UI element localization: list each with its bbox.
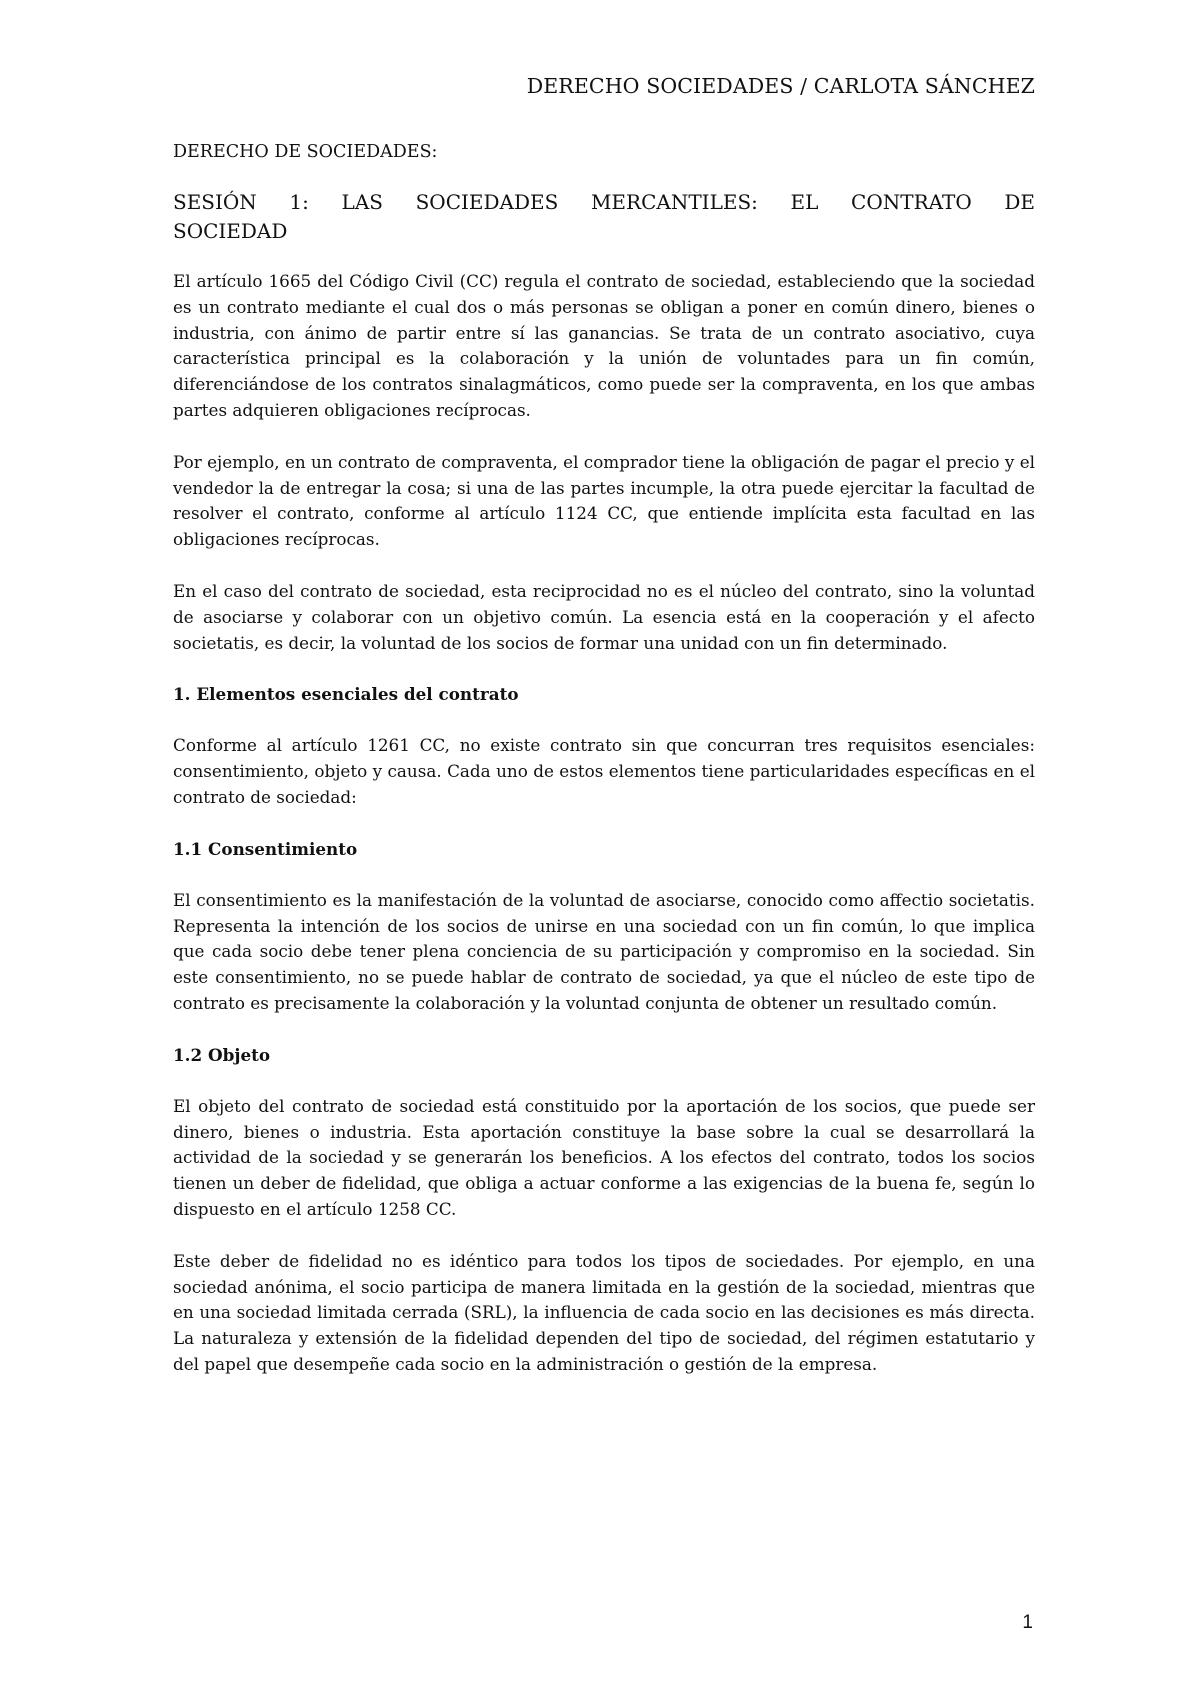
intro-paragraph-3: En el caso del contrato de sociedad, esta reciprocidad no es el núcleo del contrato, sino la voluntad de asociarse y colaborar con un objetivo común. La esencia está en la cooperación y el afecto societatis, es decir, la voluntad de los socios de formar una unidad con un fin determinado. xyxy=(173,580,1035,653)
intro-paragraph-1: El artículo 1665 del Código Civil (CC) regula el contrato de sociedad, estableciendo que la sociedad es un contrato mediante el cual dos o más personas se obligan a poner en común dinero, bienes o industria, con ánimo de partir entre sí las ganancias. Se trata de un contrato asociativo, cuya característica principal es la colaboración y la unión de voluntades para un fin común, diferenciándose de los contratos sinalagmáticos, como puede ser la compraventa, en los que ambas partes adquieren obligaciones recíprocas. xyxy=(173,271,1035,420)
intro-paragraph-2: Por ejemplo, en un contrato de compraventa, el comprador tiene la obligación de pagar el precio y el vendedor la de entregar la cosa; si una de las partes incumple, la otra puede ejercitar la facultad de resolver el contrato, conforme al artículo 1124 CC, que entiende implícita esta facultad en las obligaciones recíprocas. xyxy=(173,451,1035,550)
section-paragraph-elementos: Conforme al artículo 1261 CC, no existe contrato sin que concurran tres requisitos esenciales: consentimiento, objeto y causa. Cada uno de estos elementos tiene particularidades específicas en el contrato de sociedad: xyxy=(173,735,1035,807)
section-heading-consentimiento: 1.1 Consentimiento xyxy=(173,838,358,859)
document-title: DERECHO DE SOCIEDADES: xyxy=(173,142,438,162)
section-heading-objeto: 1.2 Objeto xyxy=(173,1044,271,1065)
running-header: DERECHO SOCIEDADES / CARLOTA SÁNCHEZ xyxy=(526,74,1035,98)
session-title: SESIÓN 1: LAS SOCIEDADES MERCANTILES: EL CONTRATO DE SOCIEDAD xyxy=(173,190,1035,243)
section-paragraph-consentimiento: El consentimiento es la manifestación de la voluntad de asociarse, conocido como affectio societatis. Representa la intención de los socios de unirse en una sociedad con un fin común, lo que implica que cada socio debe tener plena conciencia de su participación y compromiso en la sociedad. Sin este consentimiento, no se puede hablar de contrato de sociedad, ya que el núcleo de este tipo de contrato es precisamente la colaboración y la voluntad conjunta de obtener un resultado común. xyxy=(173,889,1035,1013)
page-number: 1 xyxy=(1022,1612,1033,1633)
section-paragraph-objeto-1: El objeto del contrato de sociedad está constituido por la aportación de los socios, que puede ser dinero, bienes o industria. Esta aportación constituye la base sobre la cual se desarrollará la actividad de la sociedad y se generarán los beneficios. A los efectos del contrato, todos los socios tienen un deber de fidelidad, que obliga a actuar conforme a las exigencias de la buena fe, según lo dispuesto en el artículo 1258 CC. xyxy=(173,1095,1035,1219)
section-heading-elementos: 1. Elementos esenciales del contrato xyxy=(173,684,519,705)
section-paragraph-objeto-2: Este deber de fidelidad no es idéntico para todos los tipos de sociedades. Por ejemplo, en una sociedad anónima, el socio participa de manera limitada en la gestión de la sociedad, mientras que en una sociedad limitada cerrada (SRL), la influencia de cada socio en las decisiones es más directa. La naturaleza y extensión de la fidelidad dependen del tipo de sociedad, del régimen estatutario y del papel que desempeñe cada socio en la administración o gestión de la empresa. xyxy=(173,1250,1035,1374)
document-body xyxy=(173,142,1035,1404)
